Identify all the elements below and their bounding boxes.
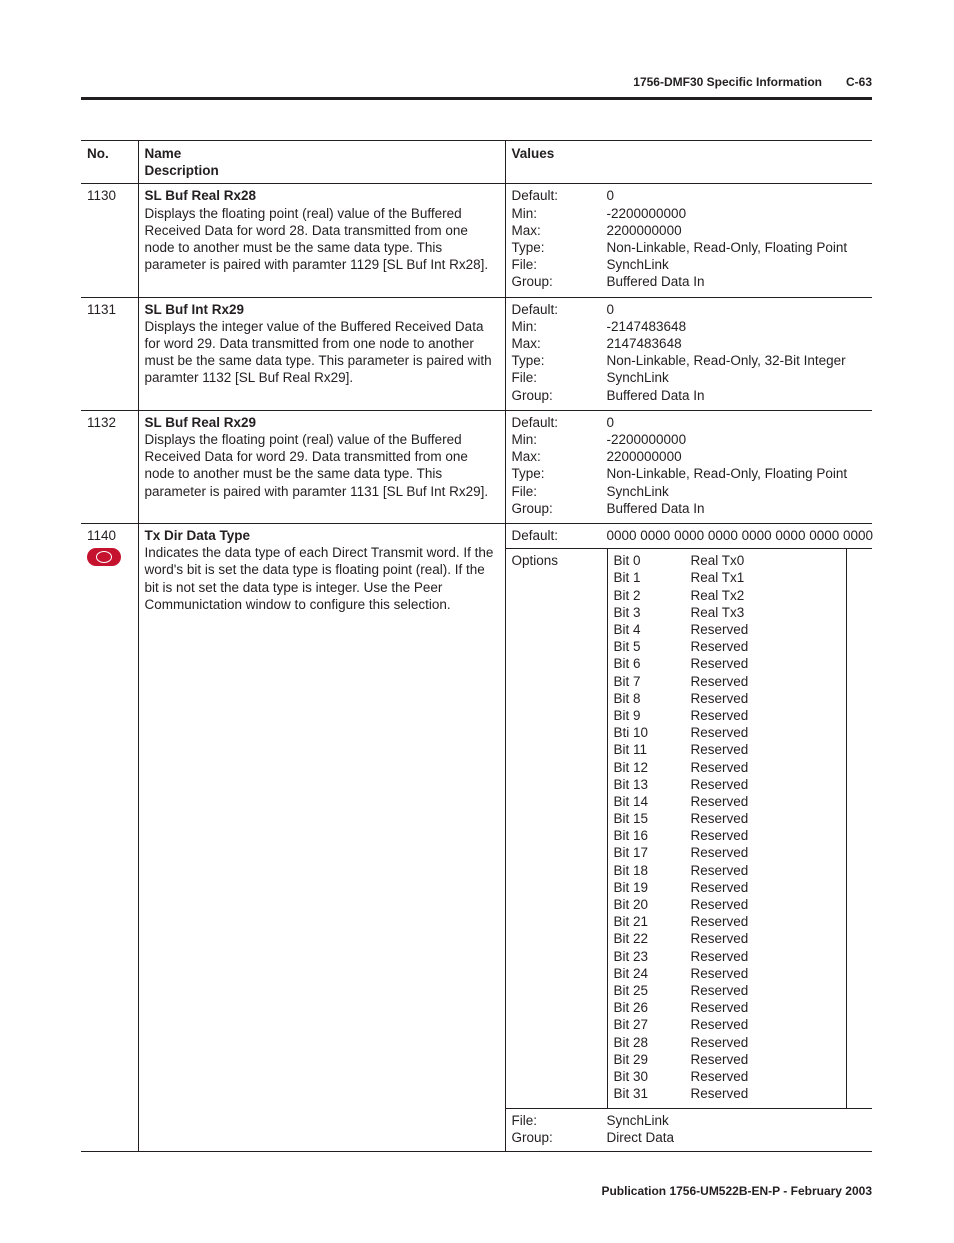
value-text: Non-Linkable, Read-Only, Floating Point (606, 466, 848, 482)
param-name: SL Buf Real Rx28 (144, 188, 257, 204)
bit-name-list (685, 549, 846, 1108)
table-row-1140 (81, 524, 872, 1152)
value-label: Default: (511, 301, 559, 317)
value-row (512, 256, 867, 273)
param-number: 1140 (87, 528, 117, 544)
value-text: Buffered Data In (606, 387, 705, 403)
value-row (512, 222, 867, 239)
bit-option-name: Reserved (690, 707, 749, 723)
bit-option-name: Reserved (690, 828, 749, 844)
group-label: Group: (511, 1130, 553, 1146)
value-label: Max: (511, 222, 541, 238)
param-number-cell (81, 297, 138, 410)
value-text: Buffered Data In (606, 500, 705, 516)
bit-label: Bit 21 (613, 914, 649, 930)
bit-option-name: Real Tx1 (690, 570, 745, 586)
bit-list (607, 549, 685, 1108)
bit-option-name: Reserved (690, 656, 749, 672)
bit-option-name: Reserved (690, 965, 749, 981)
bit-option-name: Reserved (690, 811, 749, 827)
bit-option-name: Reserved (690, 1000, 749, 1016)
param-name-desc-cell (138, 297, 505, 410)
col-header-name-desc (138, 141, 505, 184)
bit-label: Bit 27 (613, 1017, 649, 1033)
bit-option-name: Reserved (690, 639, 749, 655)
bit-label: Bit 15 (613, 811, 649, 827)
bit-label: Bit 0 (613, 553, 641, 569)
bit-option-name: Real Tx0 (690, 553, 745, 569)
value-text: 2147483648 (606, 336, 682, 352)
value-row-file (512, 1112, 867, 1129)
value-label: Type: (511, 466, 545, 482)
bit-label: Bit 31 (613, 1086, 649, 1102)
value-text: -2200000000 (606, 432, 687, 448)
param-number-cell (81, 524, 138, 1152)
param-name: Tx Dir Data Type (144, 528, 251, 544)
value-label: Min: (511, 432, 538, 448)
value-row (512, 414, 867, 431)
bit-option-name: Reserved (690, 690, 749, 706)
table-row-1132 (81, 410, 872, 523)
param-values-cell (505, 297, 872, 410)
bit-option-name: Reserved (690, 725, 749, 741)
param-name-desc-cell (138, 524, 505, 1152)
bit-option-name: Reserved (690, 862, 749, 878)
param-description: Displays the floating point (real) value of the Buffered Received Data for word 28. Data transmitted from one node to another must be the same data type. This parameter is paired with paramter 1129 [SL Buf Int Rx28]. (144, 205, 489, 273)
param-number: 1132 (87, 414, 117, 430)
options-label: Options (511, 553, 559, 569)
value-label: File: (511, 257, 538, 273)
parameter-table (81, 140, 872, 1152)
bit-option-name: Reserved (690, 776, 749, 792)
bit-label: Bit 8 (613, 690, 641, 706)
bit-label: Bit 26 (613, 1000, 649, 1016)
bit-label: Bit 29 (613, 1051, 649, 1067)
value-text: SynchLink (606, 370, 669, 386)
value-text: -2200000000 (606, 205, 687, 221)
table-row-1130 (81, 184, 872, 297)
param-description: Displays the integer value of the Buffered Received Data for word 29. Data transmitted from one node to another must be the same data type. This parameter is paired with paramter 1132 [SL Buf Real Rx29]. (144, 318, 492, 386)
value-row (512, 500, 867, 517)
bit-option-name: Reserved (690, 742, 749, 758)
file-value: SynchLink (606, 1113, 669, 1129)
default-value: 0000 0000 0000 0000 0000 0000 0000 0000 (606, 528, 874, 544)
value-row (512, 483, 867, 500)
value-label: Min: (511, 205, 538, 221)
bit-label: Bit 28 (613, 1034, 649, 1050)
value-text: 0 (606, 301, 615, 317)
bit-option-name: Reserved (690, 1017, 749, 1033)
value-label: Min: (511, 318, 538, 334)
value-row (512, 205, 867, 222)
value-label: Max: (511, 336, 541, 352)
bit-option-name: Reserved (690, 1034, 749, 1050)
bit-option-name: Reserved (690, 897, 749, 913)
value-label: Type: (511, 353, 545, 369)
value-text: Non-Linkable, Read-Only, Floating Point (606, 240, 848, 256)
bit-option-name: Reserved (690, 1068, 749, 1084)
value-row (512, 187, 867, 204)
param-description: Displays the floating point (real) value of the Buffered Received Data for word 29. Data transmitted from one node to another must be the same data type. This parameter is paired with paramter 1131 [SL Buf Int Rx29]. (144, 432, 489, 499)
col-header-name: Name (144, 146, 182, 161)
value-row (512, 369, 867, 386)
col-header-description: Description (144, 163, 219, 179)
configurable-parameter-icon (87, 548, 121, 566)
bit-option-name: Reserved (690, 931, 749, 947)
bit-label: Bit 17 (613, 845, 649, 861)
bit-option-name: Reserved (690, 982, 749, 998)
value-row (512, 431, 867, 448)
table-row-1131 (81, 297, 872, 410)
value-row (512, 448, 867, 465)
param-name-desc-cell (138, 184, 505, 297)
param-number-cell (81, 410, 138, 523)
bit-label: Bit 9 (613, 707, 641, 723)
param-values-cell (505, 524, 872, 1152)
value-row (512, 387, 867, 404)
value-text: SynchLink (606, 483, 669, 499)
param-number-cell (81, 184, 138, 297)
value-label: Type: (511, 240, 545, 256)
value-text: SynchLink (606, 257, 669, 273)
bit-option-name: Real Tx3 (690, 604, 745, 620)
value-text: Non-Linkable, Read-Only, 32-Bit Integer (606, 353, 846, 369)
bit-label: Bit 18 (613, 862, 649, 878)
value-label: File: (511, 370, 538, 386)
value-text: 2200000000 (606, 449, 682, 465)
bit-option-name: Reserved (690, 673, 749, 689)
header-section-title: 1756-DMF30 Specific Information (633, 75, 822, 89)
value-row (512, 352, 867, 369)
col-header-values: Values (505, 141, 872, 184)
value-row (512, 318, 867, 335)
bit-label: Bit 24 (613, 965, 649, 981)
bit-option-name: Reserved (690, 948, 749, 964)
bit-option-name: Reserved (690, 622, 749, 638)
col-header-no: No. (81, 141, 138, 184)
table-header-row (81, 141, 872, 184)
bit-label: Bit 13 (613, 776, 649, 792)
param-values-cell (505, 410, 872, 523)
bit-label: Bit 16 (613, 828, 649, 844)
value-text: 0 (606, 414, 615, 430)
bit-label: Bit 19 (613, 879, 649, 895)
value-row (512, 301, 867, 318)
value-label: File: (511, 483, 538, 499)
value-label: Group: (511, 387, 553, 403)
bit-label: Bit 6 (613, 656, 641, 672)
value-row (512, 465, 867, 482)
bit-label: Bit 20 (613, 897, 649, 913)
bit-option-name: Reserved (690, 845, 749, 861)
page-number: C-63 (845, 75, 872, 89)
param-description: Indicates the data type of each Direct Transmit word. If the word's bit is set the data type is floating point (real). If the bit is not set the data type is integer. Use the Peer Communictation window to configure this selection. (144, 545, 494, 612)
value-text: Buffered Data In (606, 274, 705, 290)
options-block (506, 548, 873, 1108)
param-values-cell (505, 184, 872, 297)
param-name-desc-cell (138, 410, 505, 523)
bit-label: Bit 1 (613, 570, 641, 586)
bit-label: Bit 23 (613, 948, 649, 964)
param-name: SL Buf Real Rx29 (144, 414, 257, 430)
bit-option-name: Reserved (690, 1051, 749, 1067)
param-number: 1130 (87, 188, 117, 204)
file-label: File: (511, 1113, 538, 1129)
bit-label: Bit 30 (613, 1068, 649, 1084)
value-label: Default: (511, 414, 559, 430)
value-label: Max: (511, 449, 541, 465)
bit-label: Bit 25 (613, 982, 649, 998)
bit-option-name: Reserved (690, 1086, 749, 1102)
value-row (512, 239, 867, 256)
bit-label: Bit 22 (613, 931, 649, 947)
bit-option-name: Reserved (690, 793, 749, 809)
options-spacer (846, 549, 873, 1108)
bit-label: Bti 10 (613, 725, 649, 741)
default-label: Default: (511, 528, 559, 544)
param-number: 1131 (87, 301, 117, 317)
bit-label: Bit 11 (613, 742, 648, 758)
header-rule (81, 97, 872, 100)
default-row (506, 524, 873, 548)
bit-label: Bit 5 (613, 639, 641, 655)
file-group-block (506, 1108, 873, 1150)
bit-label: Bit 3 (613, 604, 641, 620)
value-label: Default: (511, 188, 559, 204)
bit-option-name: Reserved (690, 759, 749, 775)
value-label: Group: (511, 274, 553, 290)
value-row (512, 335, 867, 352)
running-header (633, 75, 872, 89)
bit-label: Bit 12 (613, 759, 649, 775)
value-text: -2147483648 (606, 318, 687, 334)
group-value: Direct Data (606, 1130, 675, 1146)
value-text: 0 (606, 188, 615, 204)
bit-label: Bit 4 (613, 622, 641, 638)
publication-footer: Publication 1756-UM522B-EN-P - February 2003 (601, 1184, 872, 1198)
value-text: 2200000000 (606, 222, 682, 238)
bit-label: Bit 7 (613, 673, 641, 689)
value-row (512, 273, 867, 290)
bit-option-name: Reserved (690, 914, 749, 930)
param-name: SL Buf Int Rx29 (144, 301, 245, 317)
bit-label: Bit 14 (613, 793, 649, 809)
bit-option-name: Reserved (690, 879, 749, 895)
value-label: Group: (511, 500, 553, 516)
value-row-group (512, 1129, 867, 1146)
bit-label: Bit 2 (613, 587, 641, 603)
bit-option-name: Real Tx2 (690, 587, 745, 603)
